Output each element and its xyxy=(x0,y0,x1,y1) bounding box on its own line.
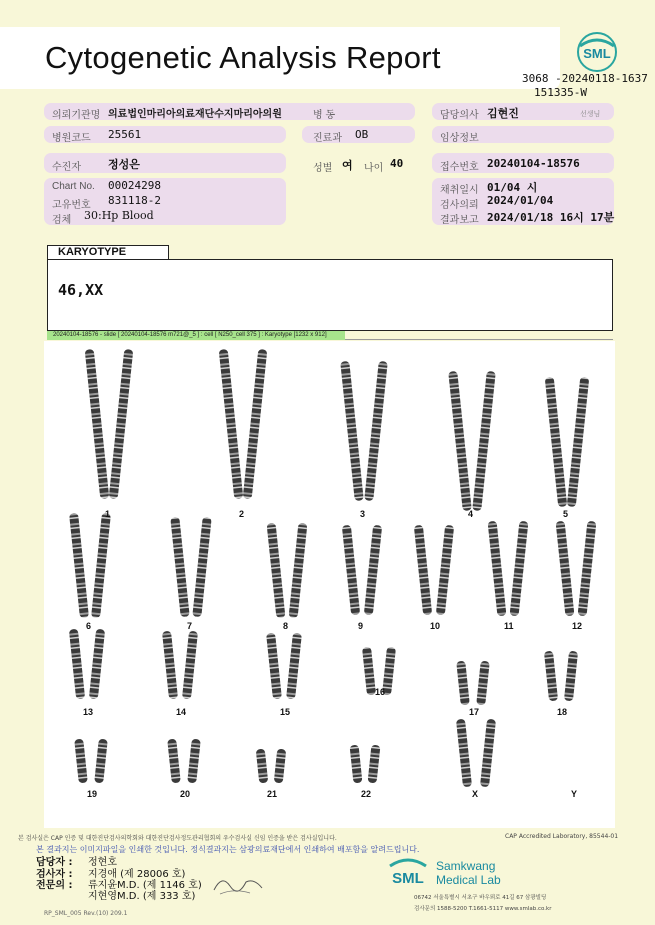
karyotype-box xyxy=(47,259,613,331)
chromosome-group xyxy=(69,349,597,787)
chromosome-13-2 xyxy=(89,629,105,700)
accreditation-left: 본 검사실은 CAP 인증 및 대한진단검사의학회와 대한진단검사정도관리협회의 우수검사실 신임 인증을 받은 검사실입니다. xyxy=(18,835,337,842)
accreditation-right: CAP Accredited Laboratory, 85544-01 xyxy=(505,833,619,840)
report-id-line1: 3068 -20240118-1637 xyxy=(522,72,648,85)
chromosome-2-2 xyxy=(243,349,268,499)
hospital-code-value: 25561 xyxy=(108,128,142,141)
doctor-hint: 선생님 xyxy=(580,110,601,118)
chromosome-1-2 xyxy=(109,349,134,499)
chromosome-label-20: 20 xyxy=(180,789,191,799)
chromosome-label-21: 21 xyxy=(267,789,278,799)
chromosome-label-Y: Y xyxy=(571,789,578,799)
staff-name-tester: 지경애 (제 28006 호) xyxy=(88,869,186,880)
lab-name-line1: Samkwang xyxy=(436,859,496,873)
chromosome-11-2 xyxy=(510,521,529,616)
chromosome-19-1 xyxy=(74,739,88,784)
chromosome-11-1 xyxy=(488,521,507,616)
unique-value: 831118-2 xyxy=(108,194,161,207)
receipt-value: 20240104-18576 xyxy=(487,157,580,170)
doctor-label: 담당의사 xyxy=(440,110,479,121)
receipt-label: 접수번호 xyxy=(440,162,479,173)
chromosome-label-7: 7 xyxy=(187,621,193,631)
sex-label: 성별 xyxy=(313,163,333,174)
chromosome-18-2 xyxy=(564,651,578,702)
karyotype-value: 46,XX xyxy=(58,281,104,299)
report-id-line2: 151335-W xyxy=(534,86,587,99)
request-label: 검사의뢰 xyxy=(440,200,479,211)
chromosome-label-11: 11 xyxy=(504,621,514,631)
chromosome-6-2 xyxy=(91,513,111,618)
image-caption: 20240104-18576 - slide [ 20240104-18576 m721@_5 ] : cell [ N250_cell 375 ] : Karyotype [1232 x 912] xyxy=(47,331,345,340)
examinee-label: 수진자 xyxy=(52,162,81,173)
chromosome-label-13: 13 xyxy=(83,707,94,717)
result-label: 결과보고 xyxy=(440,215,479,226)
age-value: 40 xyxy=(390,157,404,170)
chromosome-7-2 xyxy=(192,517,211,617)
chromosome-label-3: 3 xyxy=(360,509,366,519)
chromosome-label-10: 10 xyxy=(430,621,441,631)
chromosome-X-2 xyxy=(480,719,496,788)
staff-role-manager: 담당자 : xyxy=(36,857,73,868)
chromosome-14-2 xyxy=(182,631,198,700)
chromosome-21-1 xyxy=(256,749,269,784)
lab-name-line2: Medical Lab xyxy=(436,873,501,887)
chromosome-15-2 xyxy=(286,633,302,700)
chromosome-label-14: 14 xyxy=(176,707,187,717)
specimen-value: 30:Hp Blood xyxy=(84,209,154,222)
chromosome-15-1 xyxy=(266,633,282,700)
report-title: Cytogenetic Analysis Report xyxy=(45,40,441,75)
chromosome-5-2 xyxy=(567,377,590,507)
doctor-value: 김현진 xyxy=(487,107,519,120)
lab-phone: 검사문의 1588-5200 T.1661-5117 www.smlab.co.kr xyxy=(414,906,552,912)
request-value: 2024/01/04 xyxy=(487,194,554,207)
chromosome-2-1 xyxy=(219,349,244,499)
chromosome-4-1 xyxy=(448,371,472,511)
chromosome-label-1: 1 xyxy=(105,509,111,519)
chromosome-10-2 xyxy=(436,525,454,615)
chromosome-7-1 xyxy=(170,517,189,617)
chromosome-3-2 xyxy=(364,361,388,501)
chromosome-18-1 xyxy=(544,651,558,702)
chromosome-label-15: 15 xyxy=(280,707,291,717)
clinical-label: 임상정보 xyxy=(440,133,479,144)
chromosome-14-1 xyxy=(162,631,178,700)
chromosome-16-1 xyxy=(362,647,376,696)
institution-label: 의뢰기관명 xyxy=(52,110,101,121)
staff-name-manager: 정현호 xyxy=(88,857,117,868)
chromosome-12-1 xyxy=(556,521,575,616)
chromosome-label-18: 18 xyxy=(557,707,568,717)
age-label: 나이 xyxy=(364,163,384,174)
staff-role-tester: 검사자 : xyxy=(36,869,73,880)
sml-footer-logo-text: SML xyxy=(392,870,424,887)
department-label: 진료과 xyxy=(313,133,342,144)
chromosome-20-2 xyxy=(187,739,201,784)
chromosome-3-1 xyxy=(340,361,364,501)
chromosome-10-1 xyxy=(414,525,432,615)
chromosome-17-1 xyxy=(456,661,470,706)
chromosome-13-1 xyxy=(69,629,85,700)
chromosome-20-1 xyxy=(167,739,181,784)
chart-value: 00024298 xyxy=(108,179,161,192)
chromosome-label-12: 12 xyxy=(572,621,583,631)
chromosome-21-2 xyxy=(274,749,287,784)
sml-logo-footer xyxy=(386,856,430,888)
chromosome-22-2 xyxy=(368,745,381,784)
karyotype-label: KARYOTYPE xyxy=(58,246,127,258)
chromosome-label-X: X xyxy=(472,789,479,799)
sml-logo xyxy=(574,30,620,76)
chromosome-9-2 xyxy=(364,525,382,615)
result-value: 2024/01/18 16시 17분 xyxy=(487,211,615,224)
department-value: OB xyxy=(355,128,369,141)
chromosome-17-2 xyxy=(476,661,490,706)
chromosome-12-2 xyxy=(578,521,597,616)
chromosome-label-5: 5 xyxy=(563,509,569,519)
chromosome-1-1 xyxy=(85,349,110,499)
hospital-code-label: 병원코드 xyxy=(52,133,91,144)
chromosome-label-4: 4 xyxy=(468,509,474,519)
chromosome-label-8: 8 xyxy=(283,621,289,631)
sex-value: 여 xyxy=(342,159,353,172)
chromosome-label-9: 9 xyxy=(358,621,364,631)
chromosome-8-2 xyxy=(289,523,308,618)
chromosome-label-17: 17 xyxy=(469,707,480,717)
chromosome-8-1 xyxy=(267,523,286,618)
collect-value: 01/04 시 xyxy=(487,181,538,194)
chromosome-X-1 xyxy=(456,719,472,788)
chart-label: Chart No. xyxy=(52,181,95,192)
sml-logo-text: SML xyxy=(583,46,611,61)
chromosome-4-2 xyxy=(472,371,496,511)
form-code: RP_SML_005 Rev.(10) 209.1 xyxy=(44,910,128,917)
staff-name-specialist-1: 류지윤M.D. (제 1146 호) xyxy=(88,880,202,891)
collect-label: 채취일시 xyxy=(440,185,479,196)
chromosome-9-1 xyxy=(342,525,360,615)
staff-name-specialist-2: 지현영M.D. (제 333 호) xyxy=(88,891,196,902)
chromosome-label-22: 22 xyxy=(361,789,372,799)
chromosome-6-1 xyxy=(69,513,89,618)
signature-image xyxy=(210,868,270,898)
lab-address: 06742 서울특별시 서초구 바우뫼로 41길 67 삼광빌딩 xyxy=(414,895,547,901)
chromosome-label-19: 19 xyxy=(87,789,98,799)
institution-value: 의료법인마리아의료재단수지마리아의원 xyxy=(108,109,282,120)
specimen-label: 검체 xyxy=(52,215,72,226)
karyogram-image xyxy=(44,341,615,828)
chromosome-19-2 xyxy=(94,739,108,784)
chromosome-22-1 xyxy=(350,745,363,784)
unique-label: 고유번호 xyxy=(52,200,91,211)
chromosome-label-2: 2 xyxy=(239,509,245,519)
examinee-value: 정성은 xyxy=(108,158,140,171)
staff-role-specialist: 전문의 : xyxy=(36,880,73,891)
ward-label: 병 동 xyxy=(313,110,336,121)
chromosome-label-6: 6 xyxy=(86,621,92,631)
chromosome-5-1 xyxy=(545,377,568,507)
image-notice: 본 결과지는 이미지파일을 인쇄한 것입니다. 정식결과지는 삼광의료재단에서 인쇄하여 배포함을 알려드립니다. xyxy=(36,845,420,854)
chromosome-label-16: 16 xyxy=(375,687,386,697)
karyogram-svg xyxy=(44,341,615,828)
